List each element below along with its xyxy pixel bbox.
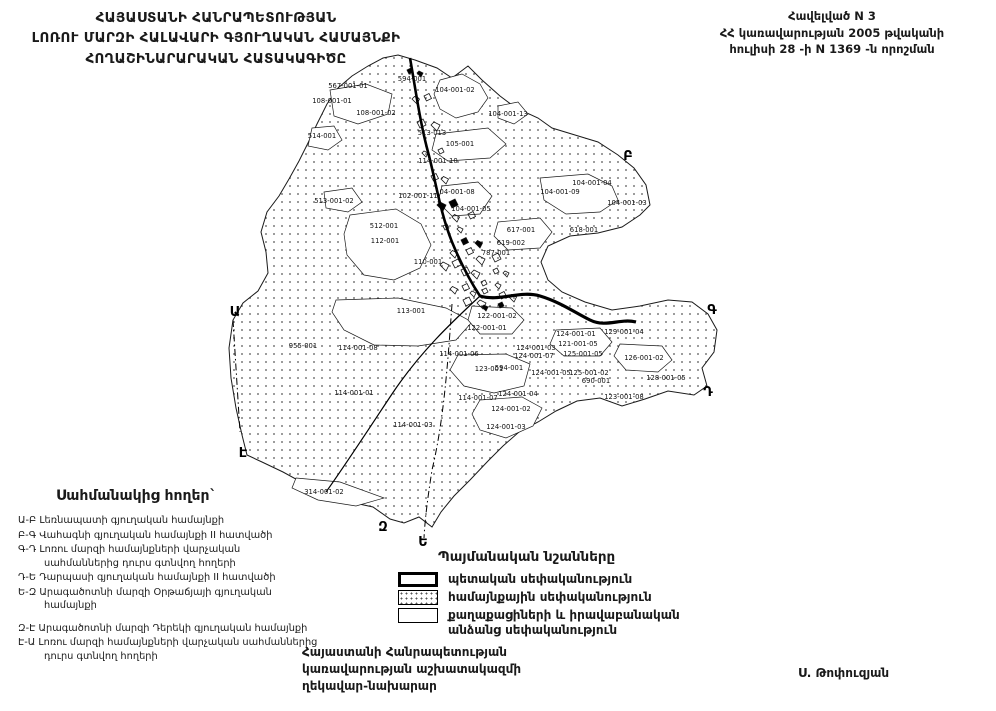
annex-line-1: Հավելված N 3 <box>788 9 876 23</box>
parcel-label: 108-001-01 <box>312 97 352 105</box>
legend-label: համայնքային սեփականություն <box>448 590 652 604</box>
legend-heading: Պայմանական նշանները <box>438 549 616 565</box>
parcel-label: 104-001-13 <box>488 110 528 118</box>
parcel-label: 122-001-01 <box>467 324 507 332</box>
parcel-label: 110-001 <box>413 258 443 266</box>
boundary-letter: Ե <box>418 535 428 550</box>
parcel-label: 567-001-01 <box>328 82 368 90</box>
parcel-label: 113-001 <box>396 307 426 315</box>
annex-line-3: հուլիսի 28 -ի N 1369 -ն որոշման <box>729 42 935 57</box>
parcel-label: 513-001-02 <box>314 197 354 205</box>
parcel-label: 123-001 <box>474 365 504 373</box>
parcel-label: 513-013 <box>417 129 447 137</box>
parcel-label: 787-001 <box>481 249 511 257</box>
parcel-label: 128-001-05 <box>646 374 686 382</box>
parcel-label: 512-001 <box>369 222 399 230</box>
state-ownership-swatch <box>398 572 438 587</box>
parcel-label: 129-001-04 <box>604 328 644 336</box>
boundary-letter: Գ <box>707 303 717 318</box>
parcel-label: 104-001-05 <box>451 205 491 213</box>
parcel-label: 124-001-03 <box>516 344 556 352</box>
footer-line-2: կառավարության աշխատակազմի <box>302 661 522 676</box>
adjacent-land-item: Դ-Ե Դարպասի գյուղական համայնքի II հատվածի <box>18 572 276 584</box>
adjacent-land-item: Բ-Գ Վահագնի գյուղական համայնքի II հատվածի <box>18 529 273 541</box>
boundary-letter: Դ <box>703 385 713 400</box>
boundary-letter: Զ <box>378 520 388 535</box>
parcel-label: 124-001-04 <box>498 390 538 398</box>
parcel-label: 114-001-08 <box>338 344 378 352</box>
parcel-label: 125-001-02 <box>569 369 609 377</box>
document-title <box>0 8 432 69</box>
parcel-label: 124-001-07 <box>514 352 554 360</box>
parcel-label: 112-001 <box>370 237 400 245</box>
adjacent-land-item: Գ-Դ Լոռու մարզի համայնքների վարչական սահմաններից դուրս գտնվող հողերի <box>18 544 241 569</box>
parcel-label: 104-001-08 <box>435 188 475 196</box>
boundary-letter: Ա <box>229 305 241 320</box>
parcel-label: 594-001 <box>397 75 427 83</box>
parcel-label: 114-001-03 <box>393 421 433 429</box>
adjacent-land-item: Զ-Է Արագածոտնի մարզի Դերեկի գյուղական համայնքի <box>18 622 308 634</box>
annex-line-2: ՀՀ կառավարության 2005 թվականի <box>719 25 945 40</box>
parcel-label: 104-001-04 <box>572 179 612 187</box>
adjacent-lands-list <box>18 488 318 664</box>
parcel-label: 124-001-01 <box>556 330 596 338</box>
title-line-2: ԼՈՌՈՒ ՄԱՐԶԻ ՀԱԼԱՎԱՐԻ ԳՅՈՒՂԱԿԱՆ ՀԱՄԱՅՆՔԻ <box>31 30 401 47</box>
signature-name: Ս. Թոփուզյան <box>798 666 890 680</box>
adjacent-land-item: Է-Ա Լոռու մարզի համայնքների վարչական սահմաններից դուրս գտնվող հողերի <box>18 637 318 662</box>
adjacent-land-item: Ե-Զ Արագածոտնի մարզի Օրթաճյայի գյուղական համայնքի <box>18 586 272 612</box>
parcel-label: 126-001-02 <box>624 354 664 362</box>
parcel-label: 955-001 <box>288 342 318 350</box>
parcel-label: 104-001-09 <box>540 188 580 196</box>
parcel-label: 114-001-01 <box>334 389 374 397</box>
parcel-label: 124-001-02 <box>491 405 531 413</box>
parcel-label: 104-001-02 <box>435 86 475 94</box>
parcel-label: 114-001-07 <box>458 394 498 402</box>
parcel-label: 124-001-05 <box>531 369 571 377</box>
legend-label: քաղաքացիների և իրավաբանական անձանց սեփականություն <box>448 608 680 637</box>
parcel-label: 619-002 <box>496 239 526 247</box>
parcel-label: 123-001-08 <box>604 393 644 401</box>
adjacent-land-item: Ա-Բ Լեռնապատի գյուղական համայնքի <box>18 515 225 526</box>
boundary-letter: Բ <box>623 149 633 164</box>
annex-reference <box>672 8 992 58</box>
community-ownership-swatch <box>398 590 438 605</box>
boundary-letter: Է <box>238 446 248 461</box>
legend-row <box>398 572 728 587</box>
parcel-label: 122-001-02 <box>477 312 517 320</box>
adjacent-lands-heading: Սահմանակից հողեր` <box>56 488 217 504</box>
parcel-label: 108-001-02 <box>356 109 396 117</box>
parcel-label: 617-001 <box>506 226 536 234</box>
title-line-1: ՀԱՅԱՍՏԱՆԻ ՀԱՆՐԱՊԵՏՈՒԹՅԱՆ <box>95 10 337 26</box>
legend-row <box>398 608 728 638</box>
parcel-label: 125-001-05 <box>563 350 603 358</box>
conventional-signs-legend <box>398 549 728 641</box>
private-ownership-swatch <box>398 608 438 623</box>
parcel-label: 121-001-05 <box>558 340 598 348</box>
parcel-label: 594-001 <box>494 364 524 372</box>
community-outer-boundary <box>229 55 717 527</box>
parcel-label: 618-001 <box>569 226 599 234</box>
parcel-label: 104-001-03 <box>607 199 647 207</box>
parcel-label: 102-001-11 <box>398 192 438 200</box>
footer-line-3: ղեկավար-նախարար <box>302 678 437 693</box>
title-line-3: ՀՈՂԱՇԻՆԱՐԱՐԱԿԱՆ ՀԱՏԱԿԱԳԻԾԸ <box>85 50 347 67</box>
legend-label: պետական սեփականություն <box>448 572 633 586</box>
parcel-label: 314-001-02 <box>304 488 344 496</box>
legend-row <box>398 590 728 605</box>
parcel-label: 114-001-06 <box>439 350 479 358</box>
parcel-label: 105-001 <box>445 140 475 148</box>
parcel-label: 124-001-03 <box>486 423 526 431</box>
parcel-label: 114-001-10 <box>418 157 458 165</box>
parcel-label: 690-001 <box>581 377 611 385</box>
issuing-authority <box>302 644 521 694</box>
footer-line-1: Հայաստանի Հանրապետության <box>302 645 507 659</box>
parcel-label: 514-001 <box>307 132 337 140</box>
